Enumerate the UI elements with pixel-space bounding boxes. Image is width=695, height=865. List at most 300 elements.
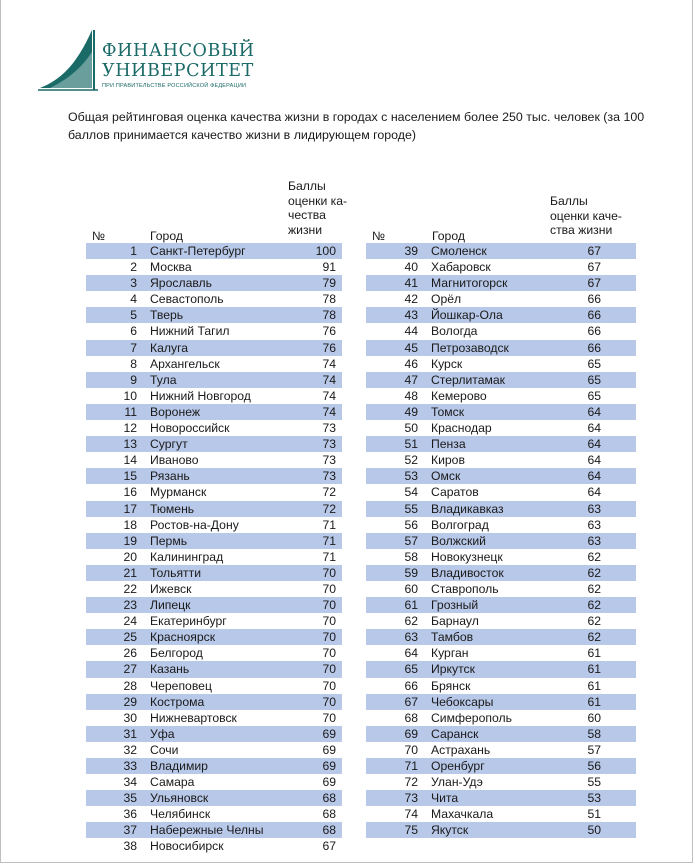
city-cell: Астрахань bbox=[431, 742, 491, 757]
city-cell: Казань bbox=[150, 662, 190, 677]
score-cell: 66 bbox=[587, 292, 601, 307]
score-cell: 73 bbox=[322, 437, 336, 452]
score-cell: 50 bbox=[587, 823, 601, 838]
university-logo bbox=[36, 28, 256, 94]
logo-name-line2: УНИВЕРСИТЕТ bbox=[102, 61, 254, 81]
city-cell: Волжский bbox=[431, 533, 486, 548]
table-row bbox=[366, 517, 636, 533]
rank-cell: 17 bbox=[123, 501, 137, 516]
rank-cell: 13 bbox=[123, 437, 137, 452]
city-cell: Мурманск bbox=[150, 485, 207, 500]
rank-cell: 4 bbox=[130, 292, 137, 307]
logo-year: 1919 bbox=[38, 78, 50, 84]
rank-cell: 29 bbox=[123, 694, 137, 709]
city-cell: Самара bbox=[150, 775, 195, 790]
score-cell: 64 bbox=[587, 437, 601, 452]
table-row bbox=[86, 822, 342, 838]
table-row bbox=[366, 243, 636, 259]
table-row bbox=[86, 340, 342, 356]
score-cell: 73 bbox=[322, 469, 336, 484]
table-row bbox=[366, 661, 636, 677]
table-row bbox=[86, 533, 342, 549]
rank-cell: 23 bbox=[123, 598, 137, 613]
city-cell: Смоленск bbox=[431, 244, 487, 258]
rank-cell: 6 bbox=[130, 324, 137, 339]
city-cell: Ижевск bbox=[150, 581, 192, 596]
score-cell: 70 bbox=[322, 662, 336, 677]
city-cell: Тверь bbox=[150, 308, 184, 323]
city-cell: Калуга bbox=[150, 340, 189, 355]
table-row bbox=[86, 806, 342, 822]
city-cell: Ставрополь bbox=[431, 581, 499, 596]
rank-cell: 42 bbox=[404, 292, 418, 307]
score-cell: 62 bbox=[587, 549, 601, 564]
rank-cell: 62 bbox=[404, 614, 418, 629]
table-row bbox=[86, 452, 342, 468]
rank-cell: 26 bbox=[123, 646, 137, 661]
rank-cell: 38 bbox=[123, 839, 137, 854]
city-cell: Екатеринбург bbox=[150, 614, 227, 629]
score-cell: 74 bbox=[322, 372, 336, 387]
table-row bbox=[86, 758, 342, 774]
rank-cell: 18 bbox=[123, 517, 137, 532]
left-ranking-table bbox=[86, 243, 342, 855]
left-header-num: № bbox=[92, 229, 106, 243]
score-cell: 65 bbox=[587, 372, 601, 387]
table-row bbox=[366, 565, 636, 581]
table-row bbox=[366, 710, 636, 726]
table-row bbox=[86, 565, 342, 581]
rank-cell: 67 bbox=[404, 694, 418, 709]
score-cell: 67 bbox=[587, 276, 601, 291]
city-cell: Москва bbox=[150, 260, 192, 275]
left-header-score-line: Баллы bbox=[288, 179, 326, 193]
rank-cell: 57 bbox=[404, 533, 418, 548]
rank-cell: 55 bbox=[404, 501, 418, 516]
rank-cell: 39 bbox=[404, 244, 418, 258]
score-cell: 67 bbox=[322, 839, 336, 854]
score-cell: 64 bbox=[587, 404, 601, 419]
rank-cell: 61 bbox=[404, 598, 418, 613]
table-row bbox=[86, 307, 342, 323]
rank-cell: 3 bbox=[130, 276, 137, 291]
city-cell: Пенза bbox=[431, 437, 466, 452]
score-cell: 51 bbox=[587, 807, 601, 822]
rank-cell: 22 bbox=[123, 581, 137, 596]
table-row bbox=[366, 533, 636, 549]
table-row bbox=[86, 597, 342, 613]
score-cell: 74 bbox=[322, 404, 336, 419]
score-cell: 73 bbox=[322, 421, 336, 436]
city-cell: Рязань bbox=[150, 469, 190, 484]
rank-cell: 27 bbox=[123, 662, 137, 677]
left-header-score bbox=[288, 179, 347, 237]
rank-cell: 32 bbox=[123, 742, 137, 757]
city-cell: Курган bbox=[431, 646, 469, 661]
rank-cell: 73 bbox=[404, 791, 418, 806]
table-row bbox=[366, 356, 636, 372]
city-cell: Петрозаводск bbox=[431, 340, 509, 355]
rank-cell: 64 bbox=[404, 646, 418, 661]
rank-cell: 52 bbox=[404, 453, 418, 468]
score-cell: 66 bbox=[587, 324, 601, 339]
rank-cell: 31 bbox=[123, 726, 137, 741]
table-row bbox=[366, 468, 636, 484]
city-cell: Чебоксары bbox=[431, 694, 494, 709]
table-row bbox=[86, 774, 342, 790]
score-cell: 78 bbox=[322, 308, 336, 323]
city-cell: Саратов bbox=[431, 485, 479, 500]
score-cell: 70 bbox=[322, 598, 336, 613]
rank-cell: 34 bbox=[123, 775, 137, 790]
city-cell: Новосибирск bbox=[150, 839, 224, 854]
city-cell: Пермь bbox=[150, 533, 188, 548]
score-cell: 64 bbox=[587, 469, 601, 484]
rank-cell: 25 bbox=[123, 630, 137, 645]
table-row bbox=[366, 388, 636, 404]
table-row bbox=[86, 404, 342, 420]
city-cell: Санкт-Петербург bbox=[150, 244, 246, 258]
table-row bbox=[86, 275, 342, 291]
score-cell: 57 bbox=[587, 742, 601, 757]
table-row bbox=[366, 629, 636, 645]
city-cell: Калининград bbox=[150, 549, 224, 564]
table-row bbox=[366, 291, 636, 307]
score-cell: 62 bbox=[587, 614, 601, 629]
city-cell: Нижневартовск bbox=[150, 710, 237, 725]
score-cell: 63 bbox=[587, 517, 601, 532]
logo-subtitle: ПРИ ПРАВИТЕЛЬСТВЕ РОССИЙСКОЙ ФЕДЕРАЦИИ bbox=[102, 83, 247, 89]
score-cell: 70 bbox=[322, 630, 336, 645]
score-cell: 62 bbox=[587, 581, 601, 596]
rank-cell: 41 bbox=[404, 276, 418, 291]
table-row bbox=[366, 597, 636, 613]
table-row bbox=[86, 501, 342, 517]
score-cell: 56 bbox=[587, 759, 601, 773]
table-row bbox=[366, 259, 636, 275]
city-cell: Череповец bbox=[150, 678, 212, 693]
city-cell: Челябинск bbox=[150, 807, 211, 822]
table-row bbox=[86, 678, 342, 694]
score-cell: 71 bbox=[322, 517, 336, 532]
city-cell: Уфа bbox=[150, 726, 175, 741]
left-header-city: Город bbox=[150, 229, 183, 243]
rank-cell: 11 bbox=[124, 404, 137, 419]
rank-cell: 40 bbox=[404, 260, 418, 275]
table-row bbox=[366, 404, 636, 420]
city-cell: Кострома bbox=[150, 694, 205, 709]
score-cell: 65 bbox=[587, 356, 601, 371]
table-row bbox=[366, 501, 636, 517]
rank-cell: 54 bbox=[404, 485, 418, 500]
table-row bbox=[86, 517, 342, 533]
city-cell: Липецк bbox=[150, 598, 191, 613]
score-cell: 100 bbox=[315, 244, 336, 258]
rank-cell: 43 bbox=[404, 308, 418, 323]
table-row bbox=[86, 356, 342, 372]
rank-cell: 72 bbox=[404, 775, 418, 790]
city-cell: Барнаул bbox=[431, 614, 479, 629]
score-cell: 69 bbox=[322, 759, 336, 773]
score-cell: 79 bbox=[322, 276, 336, 291]
city-cell: Оренбург bbox=[431, 759, 485, 773]
score-cell: 72 bbox=[322, 485, 336, 500]
rank-cell: 37 bbox=[123, 823, 137, 838]
city-cell: Махачкала bbox=[431, 807, 494, 822]
rank-cell: 65 bbox=[404, 662, 418, 677]
city-cell: Саранск bbox=[431, 726, 479, 741]
city-cell: Воронеж bbox=[150, 404, 200, 419]
table-row bbox=[86, 790, 342, 806]
rank-cell: 45 bbox=[404, 340, 418, 355]
rank-cell: 12 bbox=[123, 421, 137, 436]
table-row bbox=[366, 307, 636, 323]
score-cell: 70 bbox=[322, 710, 336, 725]
city-cell: Ярославль bbox=[150, 276, 212, 291]
rank-cell: 71 bbox=[404, 759, 418, 773]
city-cell: Грозный bbox=[431, 598, 479, 613]
score-cell: 78 bbox=[322, 292, 336, 307]
rank-cell: 59 bbox=[404, 565, 418, 580]
city-cell: Владимир bbox=[150, 759, 208, 773]
score-cell: 62 bbox=[587, 565, 601, 580]
table-row bbox=[86, 291, 342, 307]
city-cell: Нижний Новгород bbox=[150, 388, 251, 403]
score-cell: 68 bbox=[322, 791, 336, 806]
rank-cell: 58 bbox=[404, 549, 418, 564]
table-row bbox=[86, 484, 342, 500]
city-cell: Йошкар-Ола bbox=[431, 308, 503, 323]
city-cell: Новороссийск bbox=[150, 421, 230, 436]
city-cell: Симферополь bbox=[431, 710, 512, 725]
city-cell: Ульяновск bbox=[150, 791, 209, 806]
score-cell: 63 bbox=[587, 501, 601, 516]
table-row bbox=[86, 742, 342, 758]
score-cell: 61 bbox=[587, 662, 601, 677]
city-cell: Иркутск bbox=[431, 662, 475, 677]
table-row bbox=[366, 822, 636, 838]
table-row bbox=[366, 323, 636, 339]
city-cell: Вологда bbox=[431, 324, 478, 339]
table-row bbox=[366, 275, 636, 291]
right-header-num: № bbox=[372, 229, 386, 243]
rank-cell: 30 bbox=[123, 710, 137, 725]
city-cell: Нижний Тагил bbox=[150, 324, 230, 339]
rank-cell: 1 bbox=[130, 244, 137, 258]
rank-cell: 16 bbox=[123, 485, 137, 500]
rank-cell: 2 bbox=[130, 260, 137, 275]
score-cell: 68 bbox=[322, 807, 336, 822]
city-cell: Кемерово bbox=[431, 388, 487, 403]
score-cell: 71 bbox=[322, 549, 336, 564]
city-cell: Магнитогорск bbox=[431, 276, 508, 291]
rank-cell: 75 bbox=[404, 823, 418, 838]
score-cell: 74 bbox=[322, 388, 336, 403]
city-cell: Курск bbox=[431, 356, 463, 371]
city-cell: Сургут bbox=[150, 437, 188, 452]
rank-cell: 28 bbox=[123, 678, 137, 693]
city-cell: Владивосток bbox=[431, 565, 504, 580]
score-cell: 68 bbox=[322, 823, 336, 838]
table-row bbox=[86, 581, 342, 597]
rank-cell: 9 bbox=[130, 372, 137, 387]
rank-cell: 74 bbox=[404, 807, 418, 822]
rank-cell: 15 bbox=[123, 469, 137, 484]
score-cell: 60 bbox=[587, 710, 601, 725]
table-row bbox=[86, 436, 342, 452]
table-row bbox=[86, 372, 342, 388]
right-header-score-line: оценки каче- bbox=[550, 208, 622, 223]
score-cell: 69 bbox=[322, 775, 336, 790]
score-cell: 74 bbox=[322, 356, 336, 371]
city-cell: Тюмень bbox=[150, 501, 195, 516]
right-header-score bbox=[550, 194, 622, 238]
document-title: Общая рейтинговая оценка качества жизни в городах с населением более 250 тыс. человек (за 100 баллов принимается качество жизни в лидирующем городе) bbox=[68, 110, 645, 142]
city-cell: Тула bbox=[150, 372, 177, 387]
right-header-city: Город bbox=[432, 229, 465, 243]
city-cell: Тамбов bbox=[431, 630, 474, 645]
score-cell: 71 bbox=[322, 533, 336, 548]
left-header-score-line: жизни bbox=[288, 222, 323, 237]
city-cell: Набережные Челны bbox=[150, 823, 264, 838]
table-row bbox=[366, 694, 636, 710]
score-cell: 55 bbox=[587, 775, 601, 790]
score-cell: 63 bbox=[587, 533, 601, 548]
left-header-score-line: оценки ка- bbox=[288, 193, 348, 208]
score-cell: 70 bbox=[322, 581, 336, 596]
rank-cell: 14 bbox=[123, 453, 137, 468]
rank-cell: 56 bbox=[404, 517, 418, 532]
rank-cell: 51 bbox=[404, 437, 418, 452]
rank-cell: 21 bbox=[123, 565, 137, 580]
score-cell: 66 bbox=[587, 340, 601, 355]
table-row bbox=[86, 549, 342, 565]
table-row bbox=[366, 726, 636, 742]
score-cell: 64 bbox=[587, 421, 601, 436]
city-cell: Сочи bbox=[150, 742, 179, 757]
table-row bbox=[86, 420, 342, 436]
city-cell: Брянск bbox=[431, 678, 471, 693]
logo-name-line1: ФИНАНСОВЫЙ bbox=[102, 41, 255, 61]
city-cell: Киров bbox=[431, 453, 465, 468]
city-cell: Севастополь bbox=[150, 292, 224, 307]
rank-cell: 44 bbox=[404, 324, 418, 339]
table-row bbox=[366, 806, 636, 822]
table-row bbox=[86, 613, 342, 629]
city-cell: Улан-Удэ bbox=[431, 775, 483, 790]
table-row bbox=[86, 259, 342, 275]
score-cell: 67 bbox=[587, 244, 601, 258]
table-row bbox=[366, 613, 636, 629]
right-header-score-line: Баллы bbox=[550, 194, 588, 208]
table-row bbox=[366, 742, 636, 758]
rank-cell: 35 bbox=[123, 791, 137, 806]
rank-cell: 19 bbox=[123, 533, 137, 548]
table-row bbox=[366, 645, 636, 661]
city-cell: Архангельск bbox=[150, 356, 220, 371]
score-cell: 58 bbox=[587, 726, 601, 741]
score-cell: 66 bbox=[587, 308, 601, 323]
score-cell: 70 bbox=[322, 694, 336, 709]
rank-cell: 48 bbox=[404, 388, 418, 403]
score-cell: 64 bbox=[587, 485, 601, 500]
table-row bbox=[366, 549, 636, 565]
score-cell: 70 bbox=[322, 646, 336, 661]
rank-cell: 36 bbox=[123, 807, 137, 822]
city-cell: Волгоград bbox=[431, 517, 489, 532]
score-cell: 65 bbox=[587, 388, 601, 403]
score-cell: 62 bbox=[587, 598, 601, 613]
rank-cell: 46 bbox=[404, 356, 418, 371]
table-row bbox=[86, 388, 342, 404]
table-row bbox=[366, 790, 636, 806]
table-row bbox=[366, 372, 636, 388]
score-cell: 70 bbox=[322, 678, 336, 693]
rank-cell: 70 bbox=[404, 742, 418, 757]
score-cell: 62 bbox=[587, 630, 601, 645]
table-row bbox=[86, 323, 342, 339]
table-row bbox=[86, 661, 342, 677]
right-ranking-table bbox=[366, 243, 636, 838]
table-row bbox=[366, 436, 636, 452]
left-header-score-line: чества bbox=[288, 208, 326, 222]
score-cell: 61 bbox=[587, 694, 601, 709]
rank-cell: 60 bbox=[404, 581, 418, 596]
city-cell: Белгород bbox=[150, 646, 203, 661]
city-cell: Красноярск bbox=[150, 630, 216, 645]
score-cell: 64 bbox=[587, 453, 601, 468]
table-row bbox=[86, 645, 342, 661]
rank-cell: 66 bbox=[404, 678, 418, 693]
table-row bbox=[86, 468, 342, 484]
rank-cell: 69 bbox=[404, 726, 418, 741]
score-cell: 76 bbox=[322, 340, 336, 355]
rank-cell: 47 bbox=[404, 372, 418, 387]
rank-cell: 10 bbox=[123, 388, 137, 403]
city-cell: Краснодар bbox=[431, 421, 492, 436]
rank-cell: 53 bbox=[404, 469, 418, 484]
score-cell: 70 bbox=[322, 565, 336, 580]
score-cell: 76 bbox=[322, 324, 336, 339]
score-cell: 69 bbox=[322, 726, 336, 741]
rank-cell: 50 bbox=[404, 421, 418, 436]
rank-cell: 20 bbox=[123, 549, 137, 564]
city-cell: Иваново bbox=[150, 453, 199, 468]
table-row bbox=[86, 629, 342, 645]
rank-cell: 63 bbox=[404, 630, 418, 645]
city-cell: Стерлитамак bbox=[431, 372, 506, 387]
table-row bbox=[86, 710, 342, 726]
score-cell: 91 bbox=[322, 260, 336, 275]
rank-cell: 68 bbox=[404, 710, 418, 725]
city-cell: Томск bbox=[431, 404, 465, 419]
table-row bbox=[366, 678, 636, 694]
rank-cell: 7 bbox=[130, 340, 137, 355]
city-cell: Хабаровск bbox=[431, 260, 491, 275]
table-row bbox=[366, 774, 636, 790]
table-row bbox=[86, 726, 342, 742]
table-row bbox=[86, 694, 342, 710]
table-row bbox=[366, 758, 636, 774]
city-cell: Чита bbox=[431, 791, 459, 806]
city-cell: Владикавказ bbox=[431, 501, 504, 516]
city-cell: Ростов-на-Дону bbox=[150, 517, 239, 532]
city-cell: Якутск bbox=[431, 823, 469, 838]
table-row bbox=[86, 243, 342, 259]
score-cell: 69 bbox=[322, 742, 336, 757]
table-row bbox=[366, 420, 636, 436]
city-cell: Тольятти bbox=[150, 565, 202, 580]
